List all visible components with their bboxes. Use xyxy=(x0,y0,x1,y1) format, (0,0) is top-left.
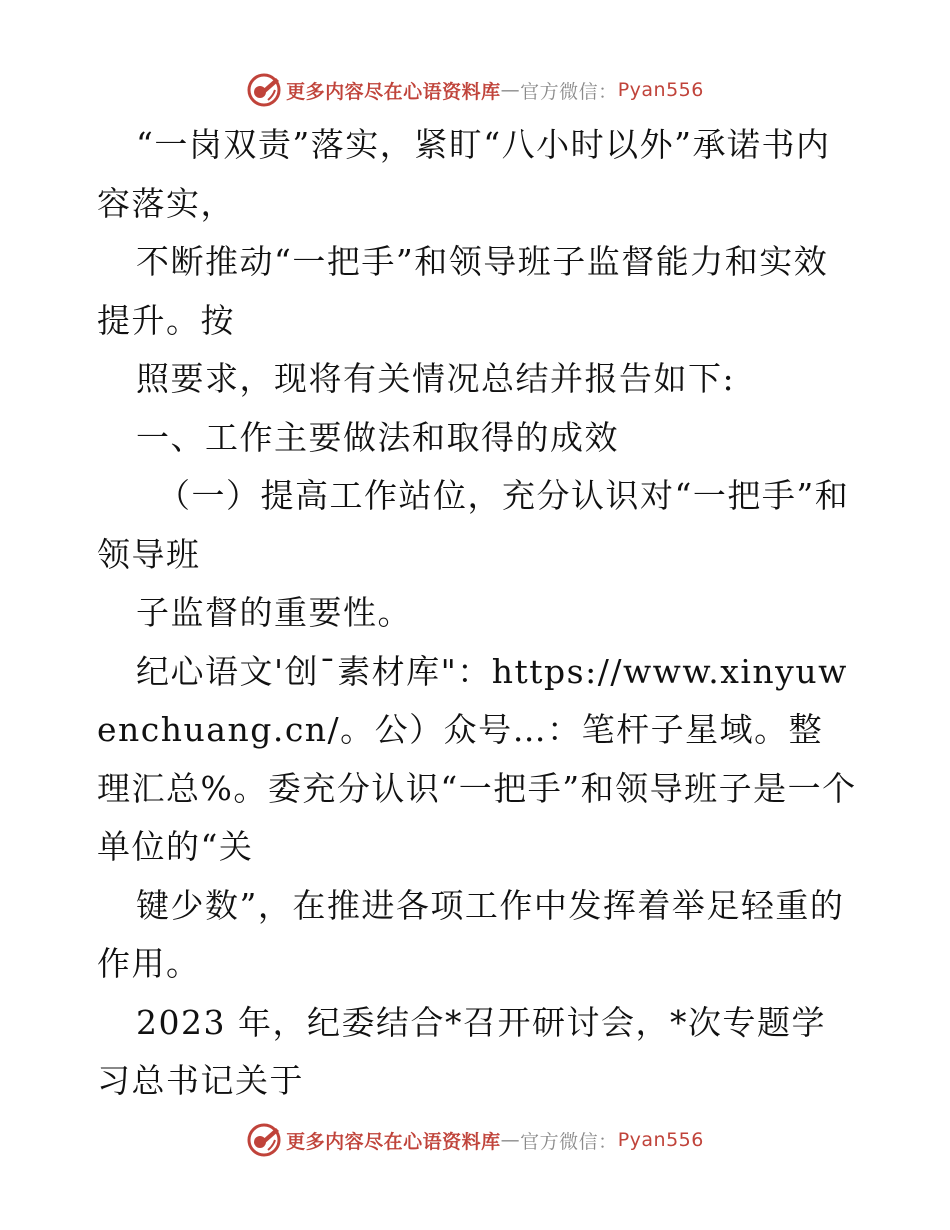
brush-pen-logo-icon xyxy=(246,1122,282,1158)
banner-title: 更多内容尽在心语资料库 xyxy=(286,1130,501,1153)
brush-pen-logo-icon xyxy=(246,72,282,108)
body-paragraph: 子监督的重要性。 xyxy=(136,593,412,632)
banner-wechat-id: Pyan556 xyxy=(617,79,704,101)
subsection-heading: （一）提高工作站位，充分认识对“一把手”和领导班 xyxy=(97,476,850,574)
body-paragraph: 2023 年，纪委结合*召开研讨会，*次专题学习总书记关于 xyxy=(97,1002,826,1100)
banner-title: 更多内容尽在心语资料库 xyxy=(286,80,501,103)
banner-contact-label: 官方微信： xyxy=(520,1130,618,1153)
body-paragraph: 键少数”，在推进各项工作中发挥着举足轻重的作用。 xyxy=(97,885,845,983)
footer-watermark-banner xyxy=(0,1120,950,1160)
body-paragraph: 纪心语文'创¯素材库"：https://www.xinyuwenchuang.cn/。公）众号…：笔杆子星域。整理汇总%。委充分认识“一把手”和领导班子是一个单位的“关 xyxy=(97,651,857,866)
body-paragraph: “一岗双责”落实，紧盯“八小时以外”承诺书内容落实， xyxy=(97,125,831,223)
banner-separator: — xyxy=(500,1129,521,1151)
banner-contact-label: 官方微信： xyxy=(520,80,618,103)
banner-separator: — xyxy=(500,79,521,101)
header-watermark-banner xyxy=(0,70,950,110)
section-heading: 一、工作主要做法和取得的成效 xyxy=(136,417,619,457)
document-body xyxy=(97,116,857,1111)
body-paragraph: 照要求，现将有关情况总结并报告如下: xyxy=(136,359,736,398)
banner-wechat-id: Pyan556 xyxy=(617,1129,704,1151)
body-paragraph: 不断推动“一把手”和领导班子监督能力和实效提升。按 xyxy=(97,242,829,340)
